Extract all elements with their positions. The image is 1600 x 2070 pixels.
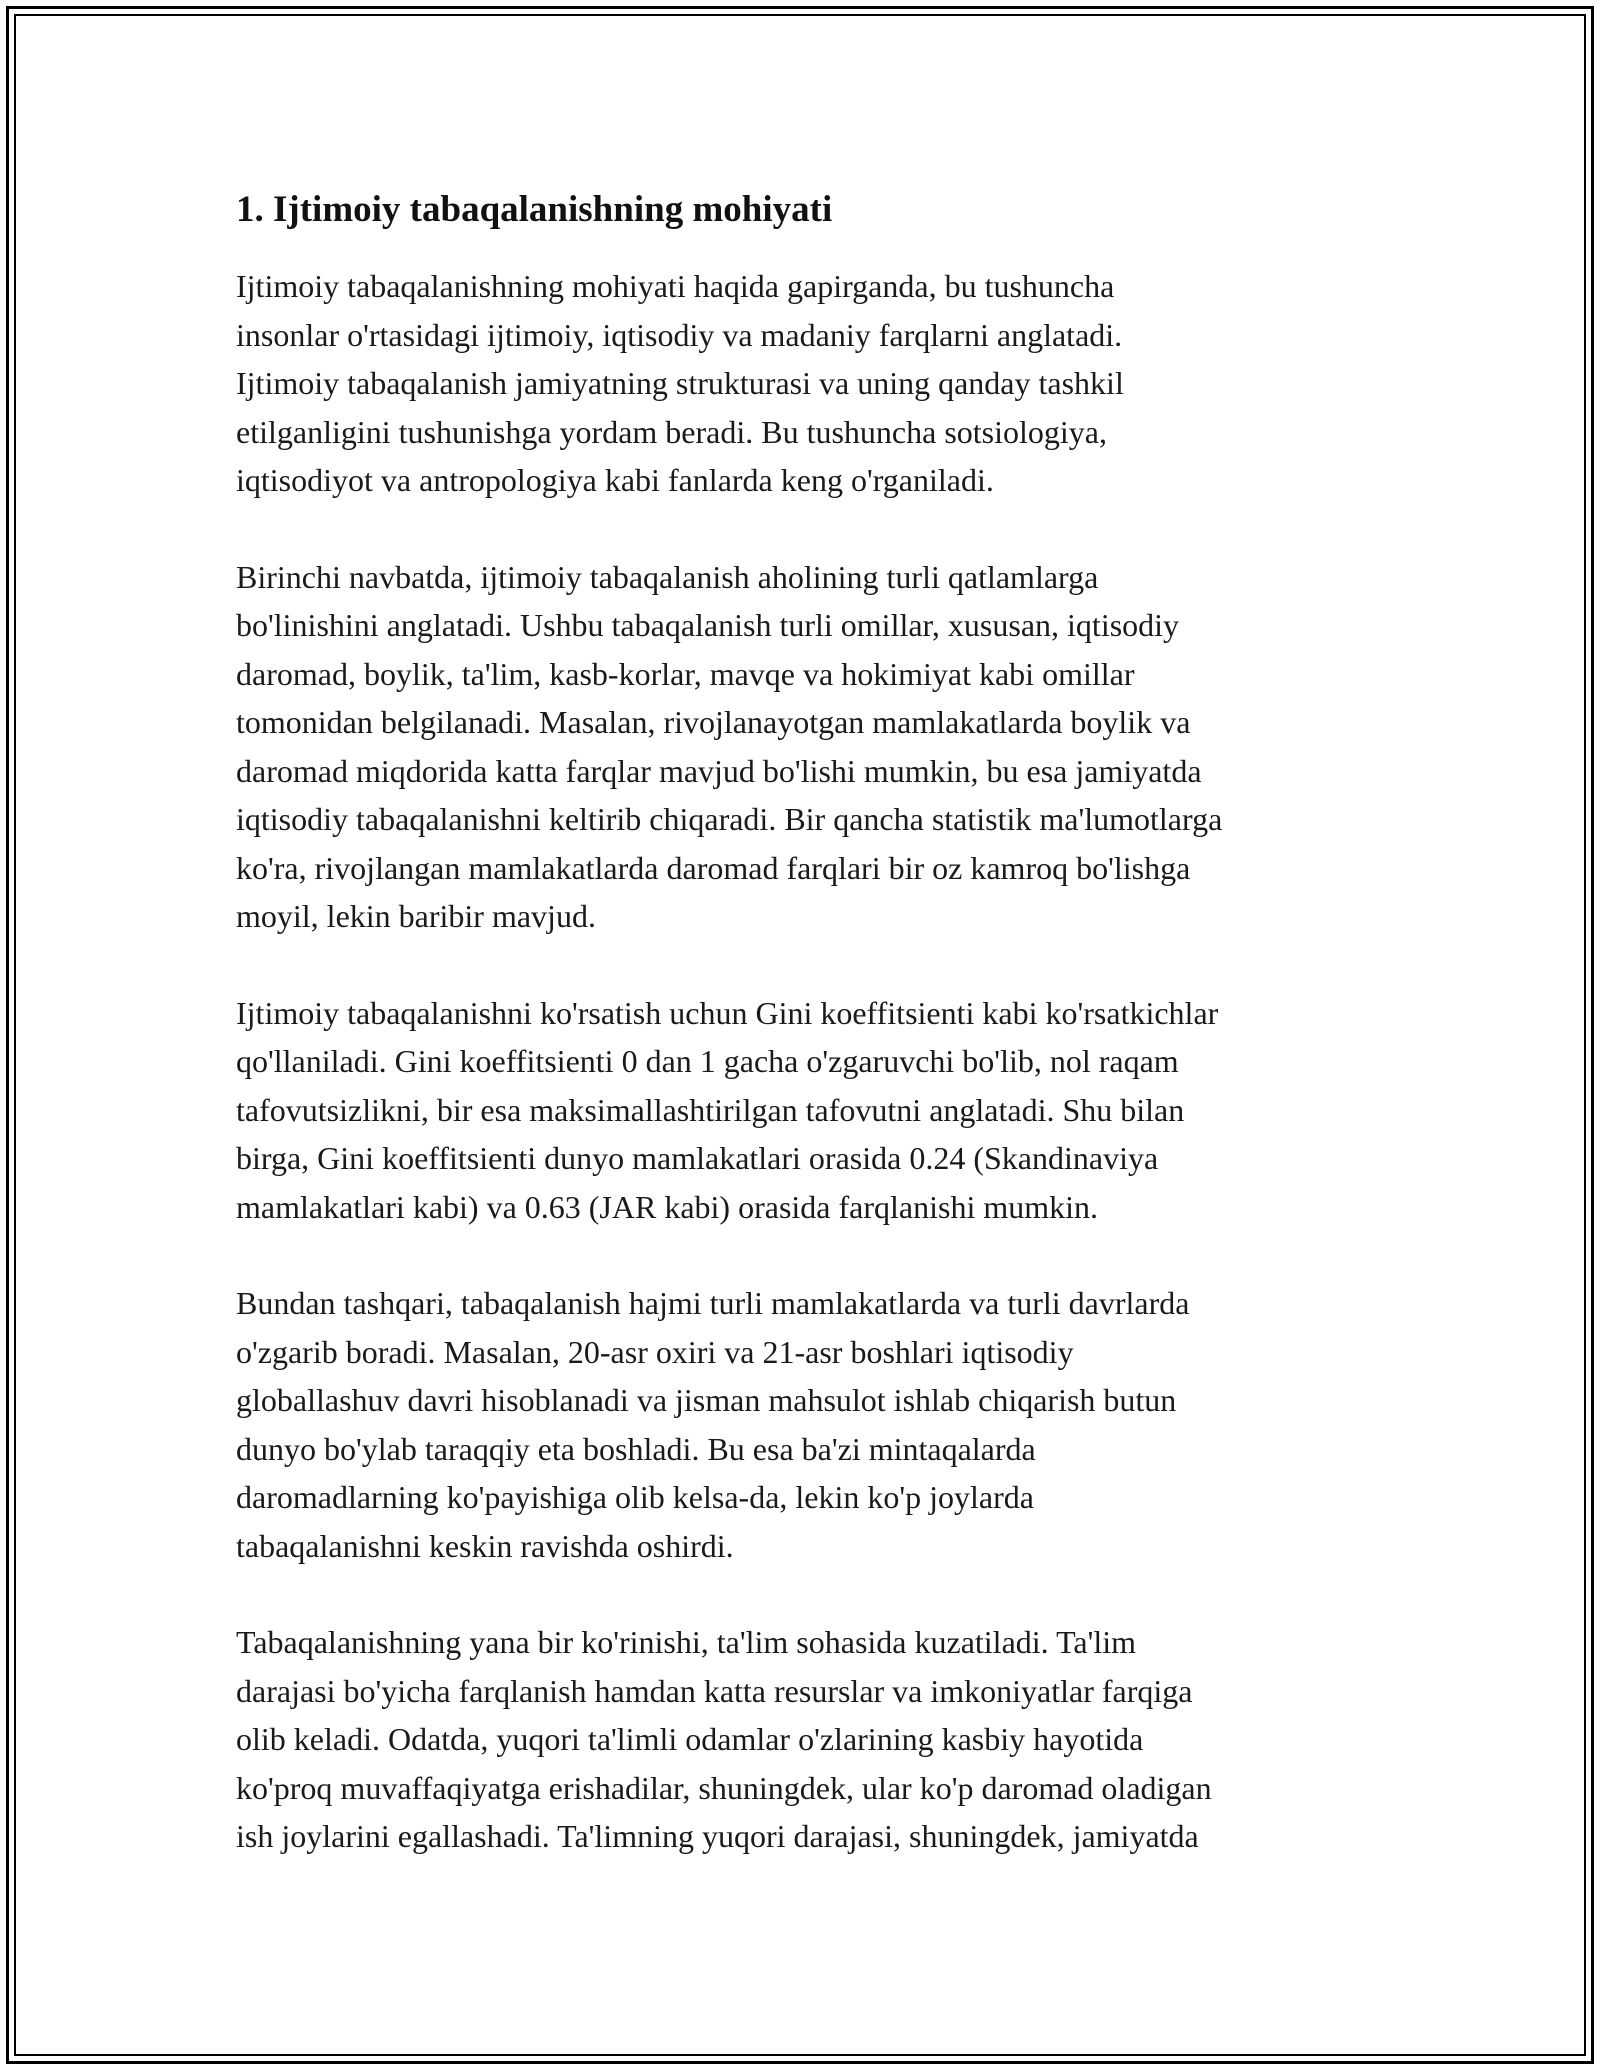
paragraph-3: [236, 989, 1396, 1232]
text-line: tafovutsizlikni, bir esa maksimallashtirilgan tafovutni anglatadi. Shu bilan: [236, 1091, 1185, 1128]
document-body: [236, 186, 1396, 1909]
text-line: birga, Gini koeffitsienti dunyo mamlakatlari orasida 0.24 (Skandinaviya: [236, 1140, 1159, 1176]
text-line: tabaqalanishni keskin ravishda oshirdi.: [236, 1527, 734, 1564]
text-line: qo'llaniladi. Gini koeffitsienti 0 dan 1 gacha o'zgaruvchi bo'lib, nol raqam: [236, 1043, 1179, 1079]
text-line: mamlakatlari kabi) va 0.63 (JAR kabi) orasida farqlanishi mumkin.: [236, 1188, 1098, 1225]
text-line: daromad, boylik, ta'lim, kasb-korlar, mavqe va hokimiyat kabi omillar: [236, 655, 1135, 692]
text-line: o'zgarib boradi. Masalan, 20-asr oxiri va 21-asr boshlari iqtisodiy: [236, 1333, 1074, 1370]
text-line: daromad miqdorida katta farqlar mavjud bo'lishi mumkin, bu esa jamiyatda: [236, 752, 1202, 789]
text-line: moyil, lekin baribir mavjud.: [236, 898, 596, 934]
text-line: Ijtimoiy tabaqalanish jamiyatning strukturasi va uning qanday tashkil: [236, 365, 1124, 401]
text-line: tomonidan belgilanadi. Masalan, rivojlanayotgan mamlakatlarda boylik va: [236, 704, 1191, 740]
text-line: darajasi bo'yicha farqlanish hamdan katta resurslar va imkoniyatlar farqiga: [236, 1672, 1193, 1709]
text-line: daromadlarning ko'payishiga olib kelsa-da, lekin ko'p joylarda: [236, 1479, 1034, 1515]
text-line: olib keladi. Odatda, yuqori ta'limli odamlar o'zlarining kasbiy hayotida: [236, 1721, 1144, 1757]
text-line: bo'linishini anglatadi. Ushbu tabaqalanish turli omillar, xususan, iqtisodiy: [236, 607, 1180, 643]
text-line: Birinchi navbatda, ijtimoiy tabaqalanish aholining turli qatlamlarga: [236, 558, 1099, 595]
text-line: ish joylarini egallashadi. Ta'limning yuqori darajasi, shuningdek, jamiyatda: [236, 1818, 1199, 1854]
text-line: ko'proq muvaffaqiyatga erishadilar, shuningdek, ular ko'p daromad oladigan: [236, 1769, 1212, 1806]
text-line: globallashuv davri hisoblanadi va jisman mahsulot ishlab chiqarish butun: [236, 1382, 1177, 1418]
text-line: dunyo bo'ylab taraqqiy eta boshladi. Bu esa ba'zi mintaqalarda: [236, 1430, 1036, 1467]
section-heading: 1. Ijtimoiy tabaqalanishning mohiyati: [236, 189, 833, 230]
text-line: ko'ra, rivojlangan mamlakatlarda daromad farqlari bir oz kamroq bo'lishga: [236, 849, 1191, 886]
text-line: Tabaqalanishning yana bir ko'rinishi, ta'lim sohasida kuzatiladi. Ta'lim: [236, 1624, 1137, 1660]
paragraph-4: [236, 1279, 1396, 1570]
text-line: Ijtimoiy tabaqalanishning mohiyati haqida gapirganda, bu tushuncha: [236, 268, 1115, 304]
text-line: insonlar o'rtasidagi ijtimoiy, iqtisodiy va madaniy farqlarni anglatadi.: [236, 316, 1123, 353]
text-line: iqtisodiyot va antropologiya kabi fanlarda keng o'rganiladi.: [236, 462, 994, 498]
text-line: etilganligini tushunishga yordam beradi. Bu tushuncha sotsiologiya,: [236, 413, 1107, 450]
paragraph-1: [236, 262, 1396, 505]
paragraph-2: [236, 553, 1396, 941]
text-line: iqtisodiy tabaqalanishni keltirib chiqaradi. Bir qancha statistik ma'lumotlarga: [236, 801, 1223, 837]
text-line: Ijtimoiy tabaqalanishni ko'rsatish uchun Gini koeffitsienti kabi ko'rsatkichlar: [236, 994, 1219, 1031]
paragraph-5: [236, 1618, 1396, 1861]
text-line: Bundan tashqari, tabaqalanish hajmi turli mamlakatlarda va turli davrlarda: [236, 1285, 1190, 1321]
